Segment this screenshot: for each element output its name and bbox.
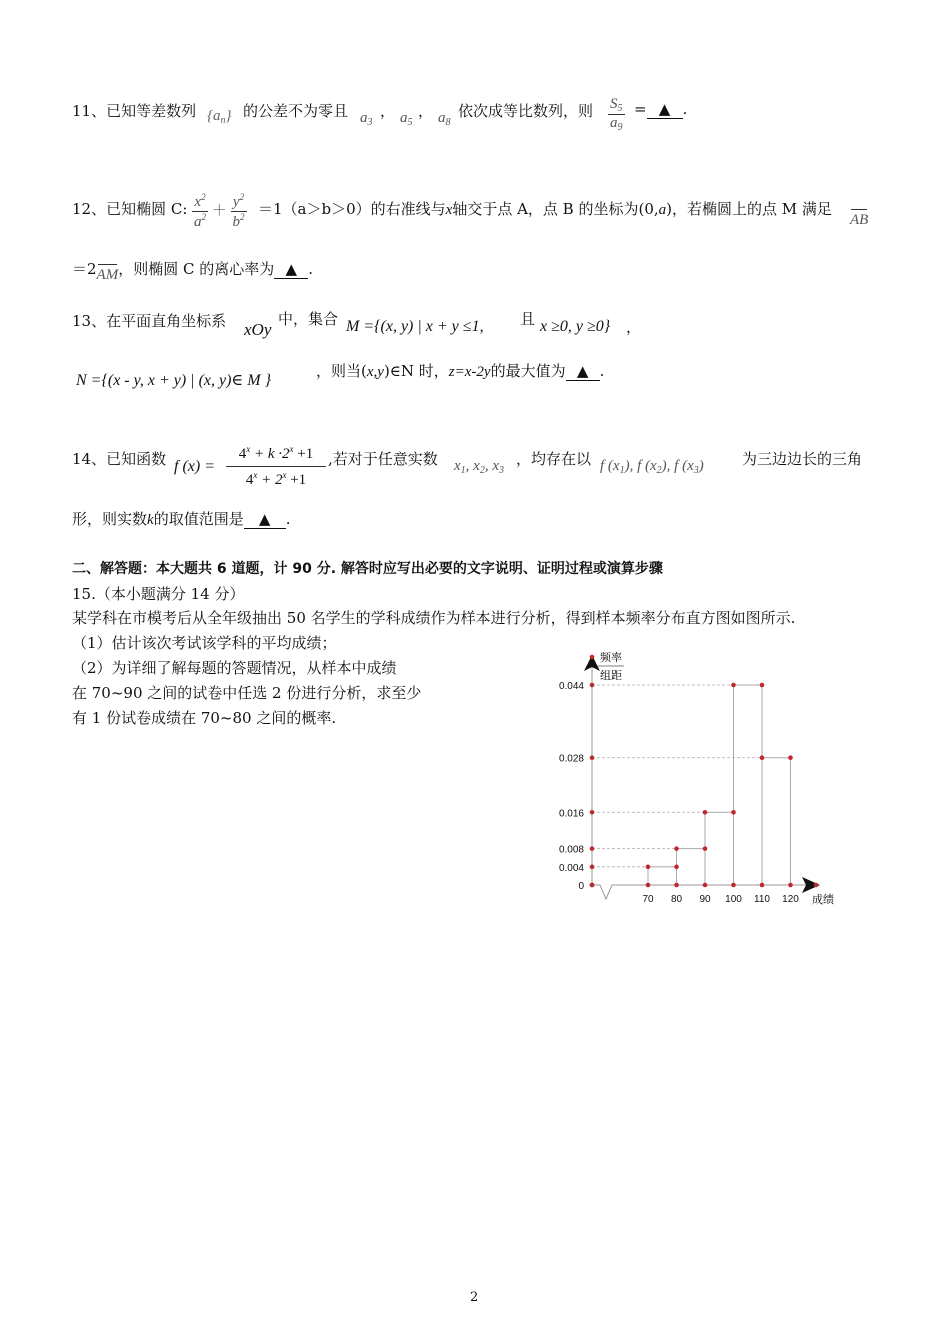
q11-comma-2: ， <box>418 102 434 120</box>
q15-part-2-line-1: （2）为详细了解每题的答题情况，从样本中成绩 <box>72 659 397 677</box>
q13-text-1: 中，集合 <box>278 310 339 328</box>
bar-corner-point <box>703 810 708 815</box>
q13-set-m: M ={(x, y) | x + y ≤1, <box>346 318 484 335</box>
page-number: 2 <box>470 1290 479 1305</box>
q12-answer-blank: ▲ <box>274 260 308 279</box>
y-tick-label: 0.044 <box>558 681 584 692</box>
bar-corner-point <box>788 755 793 760</box>
histogram-points <box>590 655 819 888</box>
histogram-axes <box>584 655 820 899</box>
q14-variables: $x_1$, $x_2$, $x_3$ <box>454 458 505 476</box>
y-tick-label: 0 <box>578 881 584 892</box>
q11-sequence: $\{a_n\}$ <box>207 108 232 126</box>
x-axis-end-point <box>814 883 819 888</box>
q11-answer-blank: ▲ <box>647 100 683 119</box>
q11-comma-1: ， <box>380 102 396 120</box>
q12-vector-ab: AB <box>850 212 869 228</box>
bar-corner-point <box>646 865 651 870</box>
q14-line-2: 形，则实数k的取值范围是 ▲ . <box>72 510 291 528</box>
q13-and: 且 <box>520 310 536 328</box>
x-tick-label: 70 <box>642 894 654 905</box>
y-tick-label: 0.016 <box>558 808 584 820</box>
q15-part-2-line-3: 有 1 份试卷成绩在 70~80 之间的概率. <box>72 709 337 727</box>
q13-set-m-cond: x ≥0, y ≥0} <box>540 318 611 335</box>
q12-vector-am: AM <box>96 267 119 283</box>
q11-answer: = ▲ . <box>634 100 688 118</box>
q12-line-2: ＝2AM，则椭圆 C 的离心率为 ▲ . <box>72 260 314 283</box>
y-tick-point <box>590 810 595 815</box>
y-axis-label-bottom: 组距 <box>600 670 622 682</box>
histogram-bar <box>648 867 677 885</box>
x-tick-label: 100 <box>725 894 742 905</box>
bar-corner-point <box>674 846 679 851</box>
q14-side-lengths: f $(x_1)$, f $(x_2)$, f $(x_3)$ <box>600 458 704 476</box>
q12-ellipse-eq: $\frac{x^2}{a^2}$ ＋ $\frac{y^2}{b^2}$ <box>194 192 245 230</box>
x-tick-point <box>646 883 651 888</box>
histogram-bar <box>762 758 791 885</box>
x-tick-label: 110 <box>754 894 770 905</box>
q14-function-fraction: $\frac{4^x + k \cdot 2^x +1}{4^x + 2^x +1}$ <box>226 444 326 489</box>
q11-text-2: 依次成等比数列，则 <box>458 102 594 120</box>
q15-number: 15.（本小题满分 14 分） <box>72 585 245 603</box>
q14-number: 14、已知函数 <box>72 450 167 468</box>
q11-fraction: $\frac{S_5}{a_9}$ <box>610 96 623 133</box>
bar-corner-point <box>674 865 679 870</box>
bar-corner-point <box>760 755 765 760</box>
x-tick-label: 80 <box>670 894 683 905</box>
y-tick-label: 0.004 <box>558 862 584 874</box>
frequency-histogram <box>540 645 850 915</box>
y-axis-top-point <box>590 655 595 660</box>
y-tick-point <box>590 846 595 851</box>
x-tick-labels <box>642 894 799 905</box>
y-tick-label: 0.008 <box>558 844 584 856</box>
q15-intro: 某学科在市模考后从全年级抽出 50 名学生的学科成绩作为样本进行分析，得到样本频率分布直方图如图所示. <box>72 609 796 627</box>
q13-set-n: N ={(x - y, x + y) | (x, y)∈ M } <box>76 372 271 389</box>
q12-number: 12、已知椭圆 C: <box>72 200 188 218</box>
x-tick-point <box>674 883 679 888</box>
q14-function-lhs: f (x) = <box>174 458 215 475</box>
y-tick-point <box>590 755 595 760</box>
q11-number: 11、已知等差数列 <box>72 102 197 120</box>
q15-part-2-line-2: 在 70~90 之间的试卷中任选 2 份进行分析，求至少 <box>72 684 422 702</box>
histogram-bars <box>592 685 791 885</box>
q11-a8: $a_8$ <box>438 110 451 128</box>
origin-point <box>590 883 595 888</box>
q14-answer-blank: ▲ <box>244 510 286 529</box>
histogram-bar <box>734 685 763 885</box>
q13-comma: ， <box>626 318 642 336</box>
q14-text-3: 为三边边长的三角 <box>742 450 863 468</box>
y-tick-point <box>590 865 595 870</box>
y-tick-label: 0.028 <box>558 753 584 765</box>
bar-corner-point <box>731 810 736 815</box>
x-tick-point <box>788 883 793 888</box>
q13-answer-blank: ▲ <box>566 362 600 381</box>
section-title: 二、解答题：本大题共 6 道题，计 90 分. 解答时应写出必要的文字说明、证明过程或演算步骤 <box>72 561 663 577</box>
histogram-bar <box>705 812 734 885</box>
y-tick-point <box>590 683 595 688</box>
x-tick-point <box>760 883 765 888</box>
q12-text-1: ＝1（a＞b＞0）的右准线与x轴交于点 A，点 B 的坐标为(0,a)，若椭圆上的点 M 满足 <box>258 200 832 218</box>
q11-text-1: 的公差不为零且 <box>243 102 349 120</box>
y-axis-label-top: 频率 <box>600 652 622 664</box>
q11-a3: $a_3$ <box>360 110 373 128</box>
q11-a5: $a_5$ <box>400 110 413 128</box>
x-tick-label: 120 <box>782 894 799 905</box>
x-tick-label: 90 <box>699 894 711 905</box>
y-tick-labels <box>559 681 584 892</box>
q15-part-1: （1）估计该次考试该学科的平均成绩； <box>72 634 337 652</box>
q14-text-2: ，均存在以 <box>516 450 592 468</box>
bar-corner-point <box>760 683 765 688</box>
q13-number: 13、在平面直角坐标系 <box>72 312 227 330</box>
q14-text-1: ,若对于任意实数 <box>328 450 438 468</box>
histogram-bar <box>677 849 706 885</box>
x-tick-point <box>703 883 708 888</box>
x-tick-point <box>731 883 736 888</box>
q13-coord-system: xOy <box>244 320 272 339</box>
q13-text-2: ，则当(x,y)∈N 时，z=x-2y的最大值为 ▲ . <box>316 362 605 380</box>
bar-corner-point <box>703 846 708 851</box>
x-axis-label: 成绩 <box>812 894 834 906</box>
bar-corner-point <box>731 683 736 688</box>
question-11 <box>72 100 196 121</box>
